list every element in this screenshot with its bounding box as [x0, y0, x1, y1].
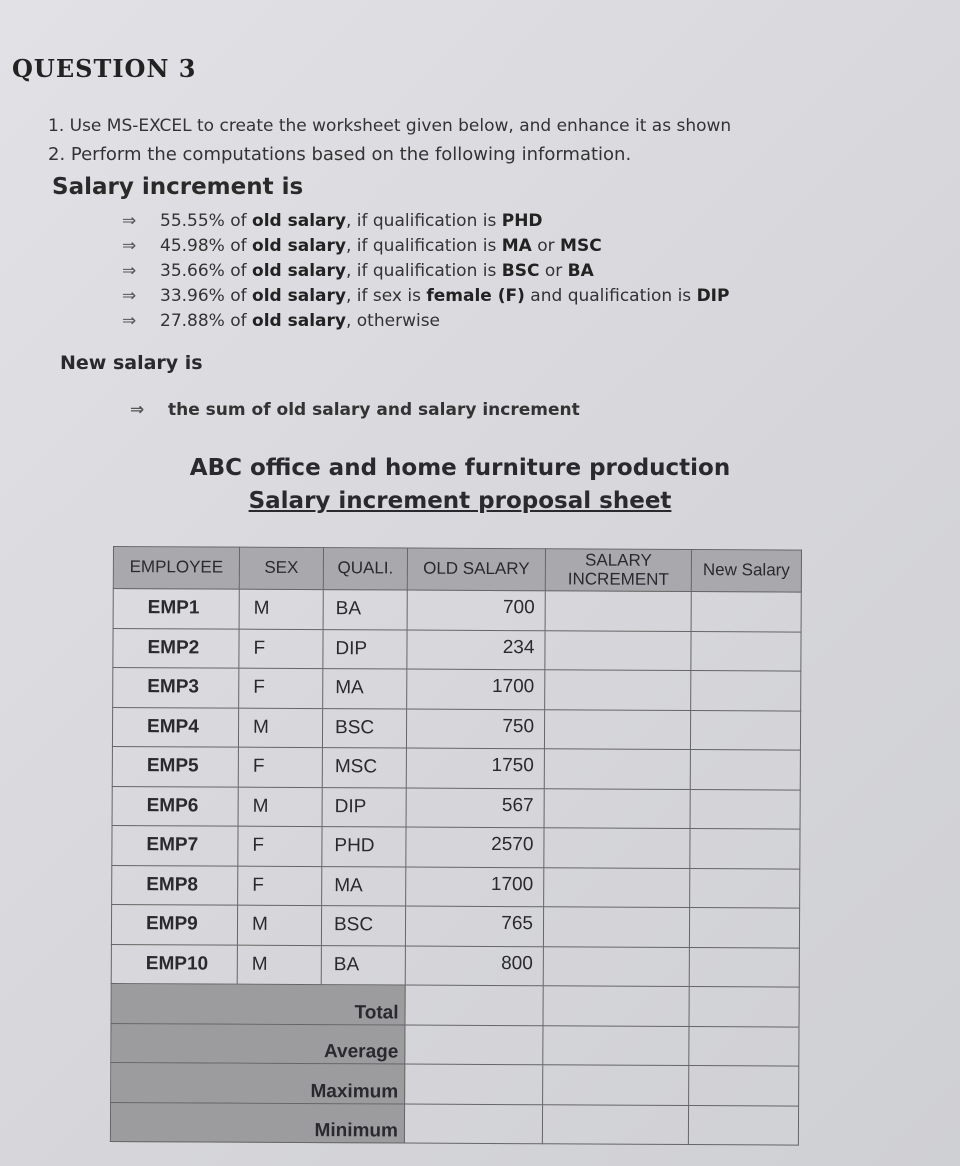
summary-label: Total — [111, 983, 405, 1024]
qualification-cell: BSC — [321, 906, 405, 946]
new-salary-cell — [690, 868, 800, 908]
increment-cell — [542, 1104, 688, 1144]
new-salary-cell — [691, 631, 801, 671]
increment-cell — [544, 749, 690, 789]
column-header: EMPLOYEE — [113, 547, 239, 590]
table-row — [112, 825, 800, 868]
column-header: QUALI. — [323, 548, 407, 590]
new-salary-cell — [690, 829, 800, 869]
rule-text: or — [539, 261, 568, 281]
rule-text: 55.55% of — [160, 211, 253, 231]
rule-text: DIP — [696, 286, 730, 306]
sex-cell: F — [239, 668, 323, 708]
new-salary-cell — [688, 1105, 798, 1145]
employee-cell: EMP5 — [112, 746, 238, 786]
increment-cell — [543, 986, 689, 1026]
column-header: New Salary — [691, 550, 801, 593]
rule-text: MA — [501, 236, 532, 256]
rule-text: old salary — [252, 211, 346, 231]
new-salary-cell — [690, 710, 800, 750]
rule-text: , if qualification is — [345, 261, 502, 281]
table-row — [112, 786, 800, 829]
qualification-cell: DIP — [322, 787, 406, 827]
rule-text: old salary — [252, 311, 346, 331]
old-salary-cell: 1700 — [406, 867, 544, 907]
employee-cell: EMP8 — [112, 865, 238, 905]
sex-cell: M — [237, 905, 321, 945]
increment-cell — [545, 591, 691, 631]
old-salary-cell — [405, 985, 543, 1025]
old-salary-cell — [405, 1025, 543, 1065]
new-salary-heading: New salary is — [60, 352, 203, 374]
new-salary-cell — [689, 908, 799, 948]
summary-row — [111, 983, 799, 1026]
rule-text: old salary — [252, 286, 346, 306]
sex-cell: M — [238, 708, 322, 748]
summary-row — [111, 1062, 799, 1105]
qualification-cell: BA — [323, 590, 407, 630]
table-row — [113, 628, 801, 671]
column-header: SEX — [239, 547, 323, 589]
table-row — [113, 589, 801, 632]
old-salary-cell: 2570 — [406, 827, 544, 867]
sex-cell: M — [237, 945, 321, 985]
employee-cell: EMP3 — [113, 668, 239, 708]
table-row — [111, 944, 799, 987]
employee-cell: EMP9 — [111, 904, 237, 944]
new-salary-cell — [691, 592, 801, 632]
table-row — [113, 668, 801, 711]
new-salary-cell — [689, 987, 799, 1027]
employee-cell: EMP7 — [112, 825, 238, 865]
rule-text: 45.98% of — [160, 236, 253, 256]
rule-text: , if qualification is — [345, 236, 502, 256]
increment-cell — [543, 1065, 689, 1105]
summary-label: Maximum — [111, 1062, 405, 1103]
rule-text: MSC — [560, 236, 602, 256]
summary-row — [110, 1102, 798, 1145]
table-row — [112, 865, 800, 908]
sex-cell: F — [239, 629, 323, 669]
new-salary-cell — [689, 1066, 799, 1106]
rule-text: , if sex is — [345, 286, 427, 306]
arrow-icon: ⇒ — [122, 261, 137, 281]
old-salary-cell: 1750 — [406, 748, 544, 788]
sheet-title: ABC office and home furniture production — [189, 455, 731, 481]
employee-cell: EMP4 — [112, 707, 238, 747]
qualification-cell: BA — [321, 945, 405, 985]
rule-text: old salary — [252, 236, 346, 256]
rule-text: BA — [567, 261, 594, 281]
increment-cell — [544, 828, 690, 868]
rule-text: 27.88% of — [160, 311, 253, 331]
salary-table — [110, 546, 802, 1146]
rule-text: female (F) — [426, 286, 525, 306]
new-salary-rule-text: the sum of old salary and salary increment — [168, 400, 580, 420]
increment-cell — [544, 709, 690, 749]
rule-item — [122, 261, 729, 286]
question-title: QUESTION 3 — [12, 54, 197, 83]
arrow-icon: ⇒ — [122, 286, 137, 306]
rule-text: and qualification is — [524, 286, 697, 306]
qualification-cell: PHD — [322, 827, 406, 867]
employee-cell: EMP10 — [111, 944, 237, 984]
qualification-cell: BSC — [322, 708, 406, 748]
rule-text: , if qualification is — [345, 211, 502, 231]
qualification-cell: MSC — [322, 748, 406, 788]
rule-text: old salary — [252, 261, 346, 281]
new-salary-cell — [690, 750, 800, 790]
increment-rules — [122, 211, 729, 336]
increment-cell — [545, 670, 691, 710]
qualification-cell: DIP — [323, 629, 407, 669]
table-row — [112, 707, 800, 750]
summary-label: Average — [111, 1023, 405, 1064]
rule-text: , otherwise — [345, 311, 441, 331]
old-salary-cell: 567 — [406, 788, 544, 828]
step-2: 2. Perform the computations based on the following information. — [48, 144, 632, 165]
qualification-cell: MA — [323, 669, 407, 709]
old-salary-cell — [405, 1064, 543, 1104]
sex-cell: F — [238, 826, 322, 866]
increment-cell — [544, 788, 690, 828]
step-1: 1. Use MS-EXCEL to create the worksheet given below, and enhance it as shown — [48, 116, 732, 136]
employee-cell: EMP1 — [113, 589, 239, 629]
summary-label: Minimum — [110, 1102, 404, 1143]
arrow-icon: ⇒ — [122, 211, 137, 231]
qualification-cell: MA — [322, 866, 406, 906]
rule-item — [122, 236, 729, 261]
new-salary-rule — [130, 400, 580, 420]
old-salary-cell — [404, 1104, 542, 1144]
rule-item — [122, 211, 729, 236]
new-salary-cell — [691, 671, 801, 711]
arrow-icon: ⇒ — [130, 400, 145, 420]
summary-row — [111, 1023, 799, 1066]
table-row — [111, 904, 799, 947]
column-header: SALARY INCREMENT — [545, 549, 691, 592]
sheet-subtitle: Salary increment proposal sheet — [248, 488, 672, 514]
arrow-icon: ⇒ — [122, 236, 137, 256]
rule-item — [122, 311, 729, 336]
rule-text: 35.66% of — [160, 261, 253, 281]
old-salary-cell: 700 — [407, 590, 545, 630]
table-row — [112, 746, 800, 789]
employee-cell: EMP2 — [113, 628, 239, 668]
rule-text: or — [531, 236, 561, 256]
increment-cell — [543, 907, 689, 947]
employee-cell: EMP6 — [112, 786, 238, 826]
sex-cell: F — [238, 866, 322, 906]
column-header: OLD SALARY — [407, 548, 545, 591]
old-salary-cell: 800 — [405, 946, 543, 986]
old-salary-cell: 234 — [407, 630, 545, 670]
increment-heading: Salary increment is — [52, 174, 304, 200]
rule-item — [122, 286, 729, 311]
old-salary-cell: 750 — [406, 709, 544, 749]
increment-cell — [543, 1025, 689, 1065]
rule-text: PHD — [501, 211, 543, 231]
new-salary-cell — [689, 1026, 799, 1066]
sex-cell: F — [238, 747, 322, 787]
rule-text: 33.96% of — [160, 286, 253, 306]
increment-cell — [545, 630, 691, 670]
sex-cell: M — [238, 787, 322, 827]
increment-cell — [544, 867, 690, 907]
increment-cell — [543, 946, 689, 986]
rule-text: BSC — [501, 261, 540, 281]
new-salary-cell — [689, 947, 799, 987]
arrow-icon: ⇒ — [122, 311, 137, 331]
new-salary-cell — [690, 789, 800, 829]
old-salary-cell: 765 — [405, 906, 543, 946]
sex-cell: M — [239, 589, 323, 629]
old-salary-cell: 1700 — [407, 669, 545, 709]
